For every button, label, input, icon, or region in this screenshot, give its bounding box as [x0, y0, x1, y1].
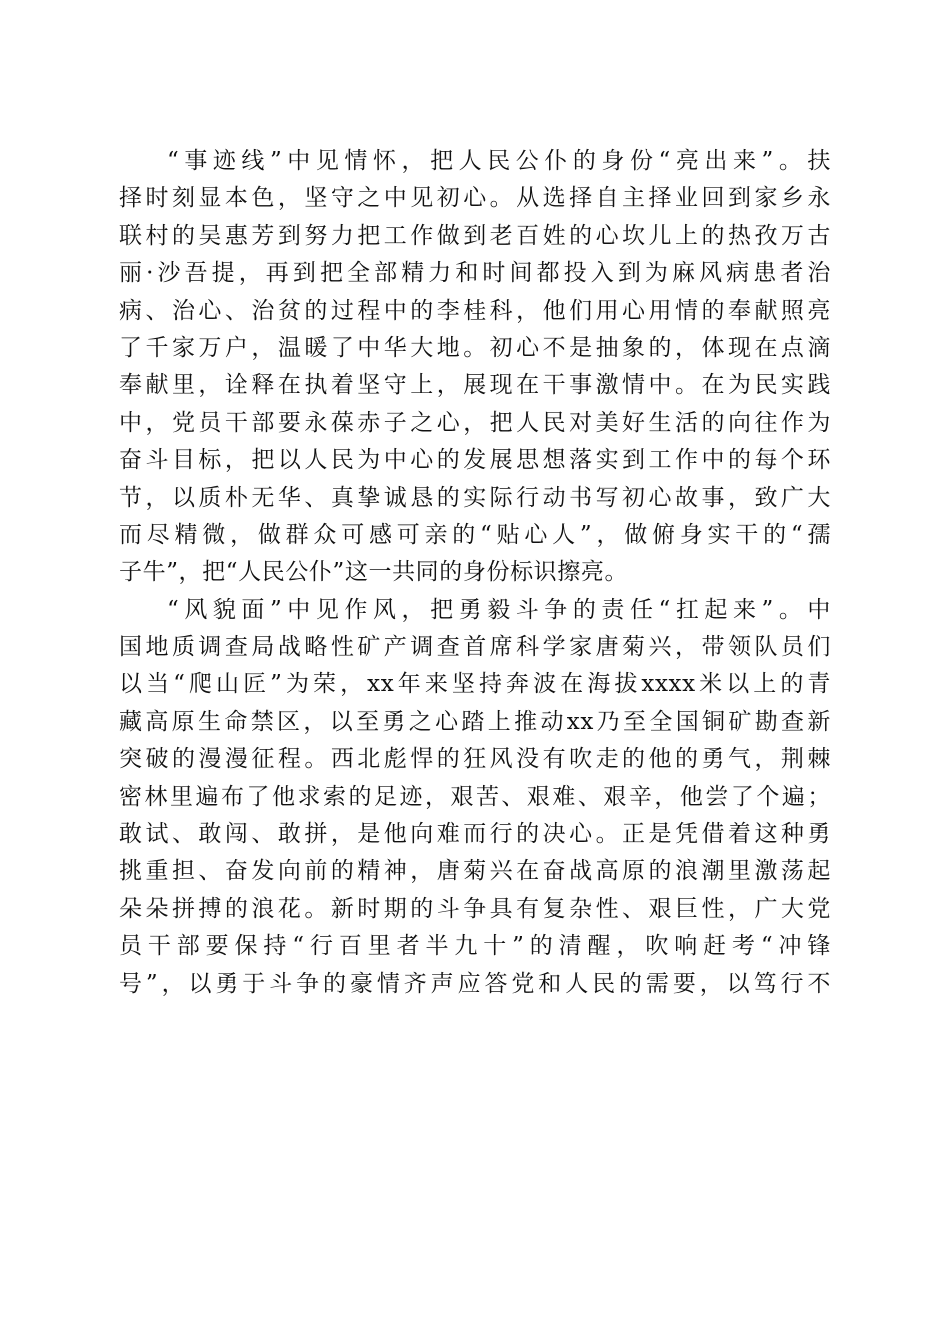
text-line: 挑重担、奋发向前的精神，唐菊兴在奋战高原的浪潮里激荡起 — [119, 858, 831, 885]
text-line: 了千家万户，温暖了中华大地。初心不是抽象的，体现在点滴 — [119, 334, 831, 361]
text-line: “风貌面”中见作风，把勇毅斗争的责任“扛起来”。中 — [167, 596, 831, 623]
text-line: 突破的漫漫征程。西北彪悍的狂风没有吹走的他的勇气，荆棘 — [119, 746, 831, 773]
text-line: 奋斗目标，把以人民为中心的发展思想落实到工作中的每个环 — [119, 447, 831, 474]
text-line: 朵朵拼搏的浪花。新时期的斗争具有复杂性、艰巨性，广大党 — [119, 895, 831, 922]
text-line: 员干部要保持“行百里者半九十”的清醒，吹响赶考“冲锋 — [119, 933, 831, 960]
text-line: 子牛”，把“人民公仆”这一共同的身份标识擦亮。 — [119, 559, 629, 586]
paragraph-1 — [119, 143, 831, 592]
text-line: 丽·沙吾提，再到把全部精力和时间都投入到为麻风病患者治 — [119, 260, 831, 287]
paragraph-2 — [119, 592, 831, 1003]
text-line: 择时刻显本色，坚守之中见初心。从选择自主择业回到家乡永 — [119, 185, 831, 212]
document-body — [119, 143, 831, 1003]
text-line: 而尽精微，做群众可感可亲的“贴心人”，做俯身实干的“孺 — [119, 521, 831, 548]
text-line: 密林里遍布了他求索的足迹，艰苦、艰难、艰辛，他尝了个遍； — [119, 783, 831, 810]
text-line: 联村的吴惠芳到努力把工作做到老百姓的心坎儿上的热孜万古 — [119, 222, 831, 249]
text-line: 中，党员干部要永葆赤子之心，把人民对美好生活的向往作为 — [119, 409, 831, 436]
text-line: 敢试、敢闯、敢拼，是他向难而行的决心。正是凭借着这种勇 — [119, 821, 831, 848]
text-line: 节，以质朴无华、真挚诚恳的实际行动书写初心故事，致广大 — [119, 484, 831, 511]
text-line: 病、治心、治贫的过程中的李桂科，他们用心用情的奉献照亮 — [119, 297, 831, 324]
text-line: 号”，以勇于斗争的豪情齐声应答党和人民的需要，以笃行不 — [119, 970, 831, 997]
text-line: 奉献里，诠释在执着坚守上，展现在干事激情中。在为民实践 — [119, 372, 831, 399]
text-line: 以当“爬山匠”为荣，xx年来坚持奔波在海拔xxxx米以上的青 — [119, 671, 831, 698]
text-line: 藏高原生命禁区，以至勇之心踏上推动xx乃至全国铜矿勘查新 — [119, 708, 831, 735]
text-line: 国地质调查局战略性矿产调查首席科学家唐菊兴，带领队员们 — [119, 634, 831, 661]
text-line: “事迹线”中见情怀，把人民公仆的身份“亮出来”。扶 — [167, 148, 831, 174]
